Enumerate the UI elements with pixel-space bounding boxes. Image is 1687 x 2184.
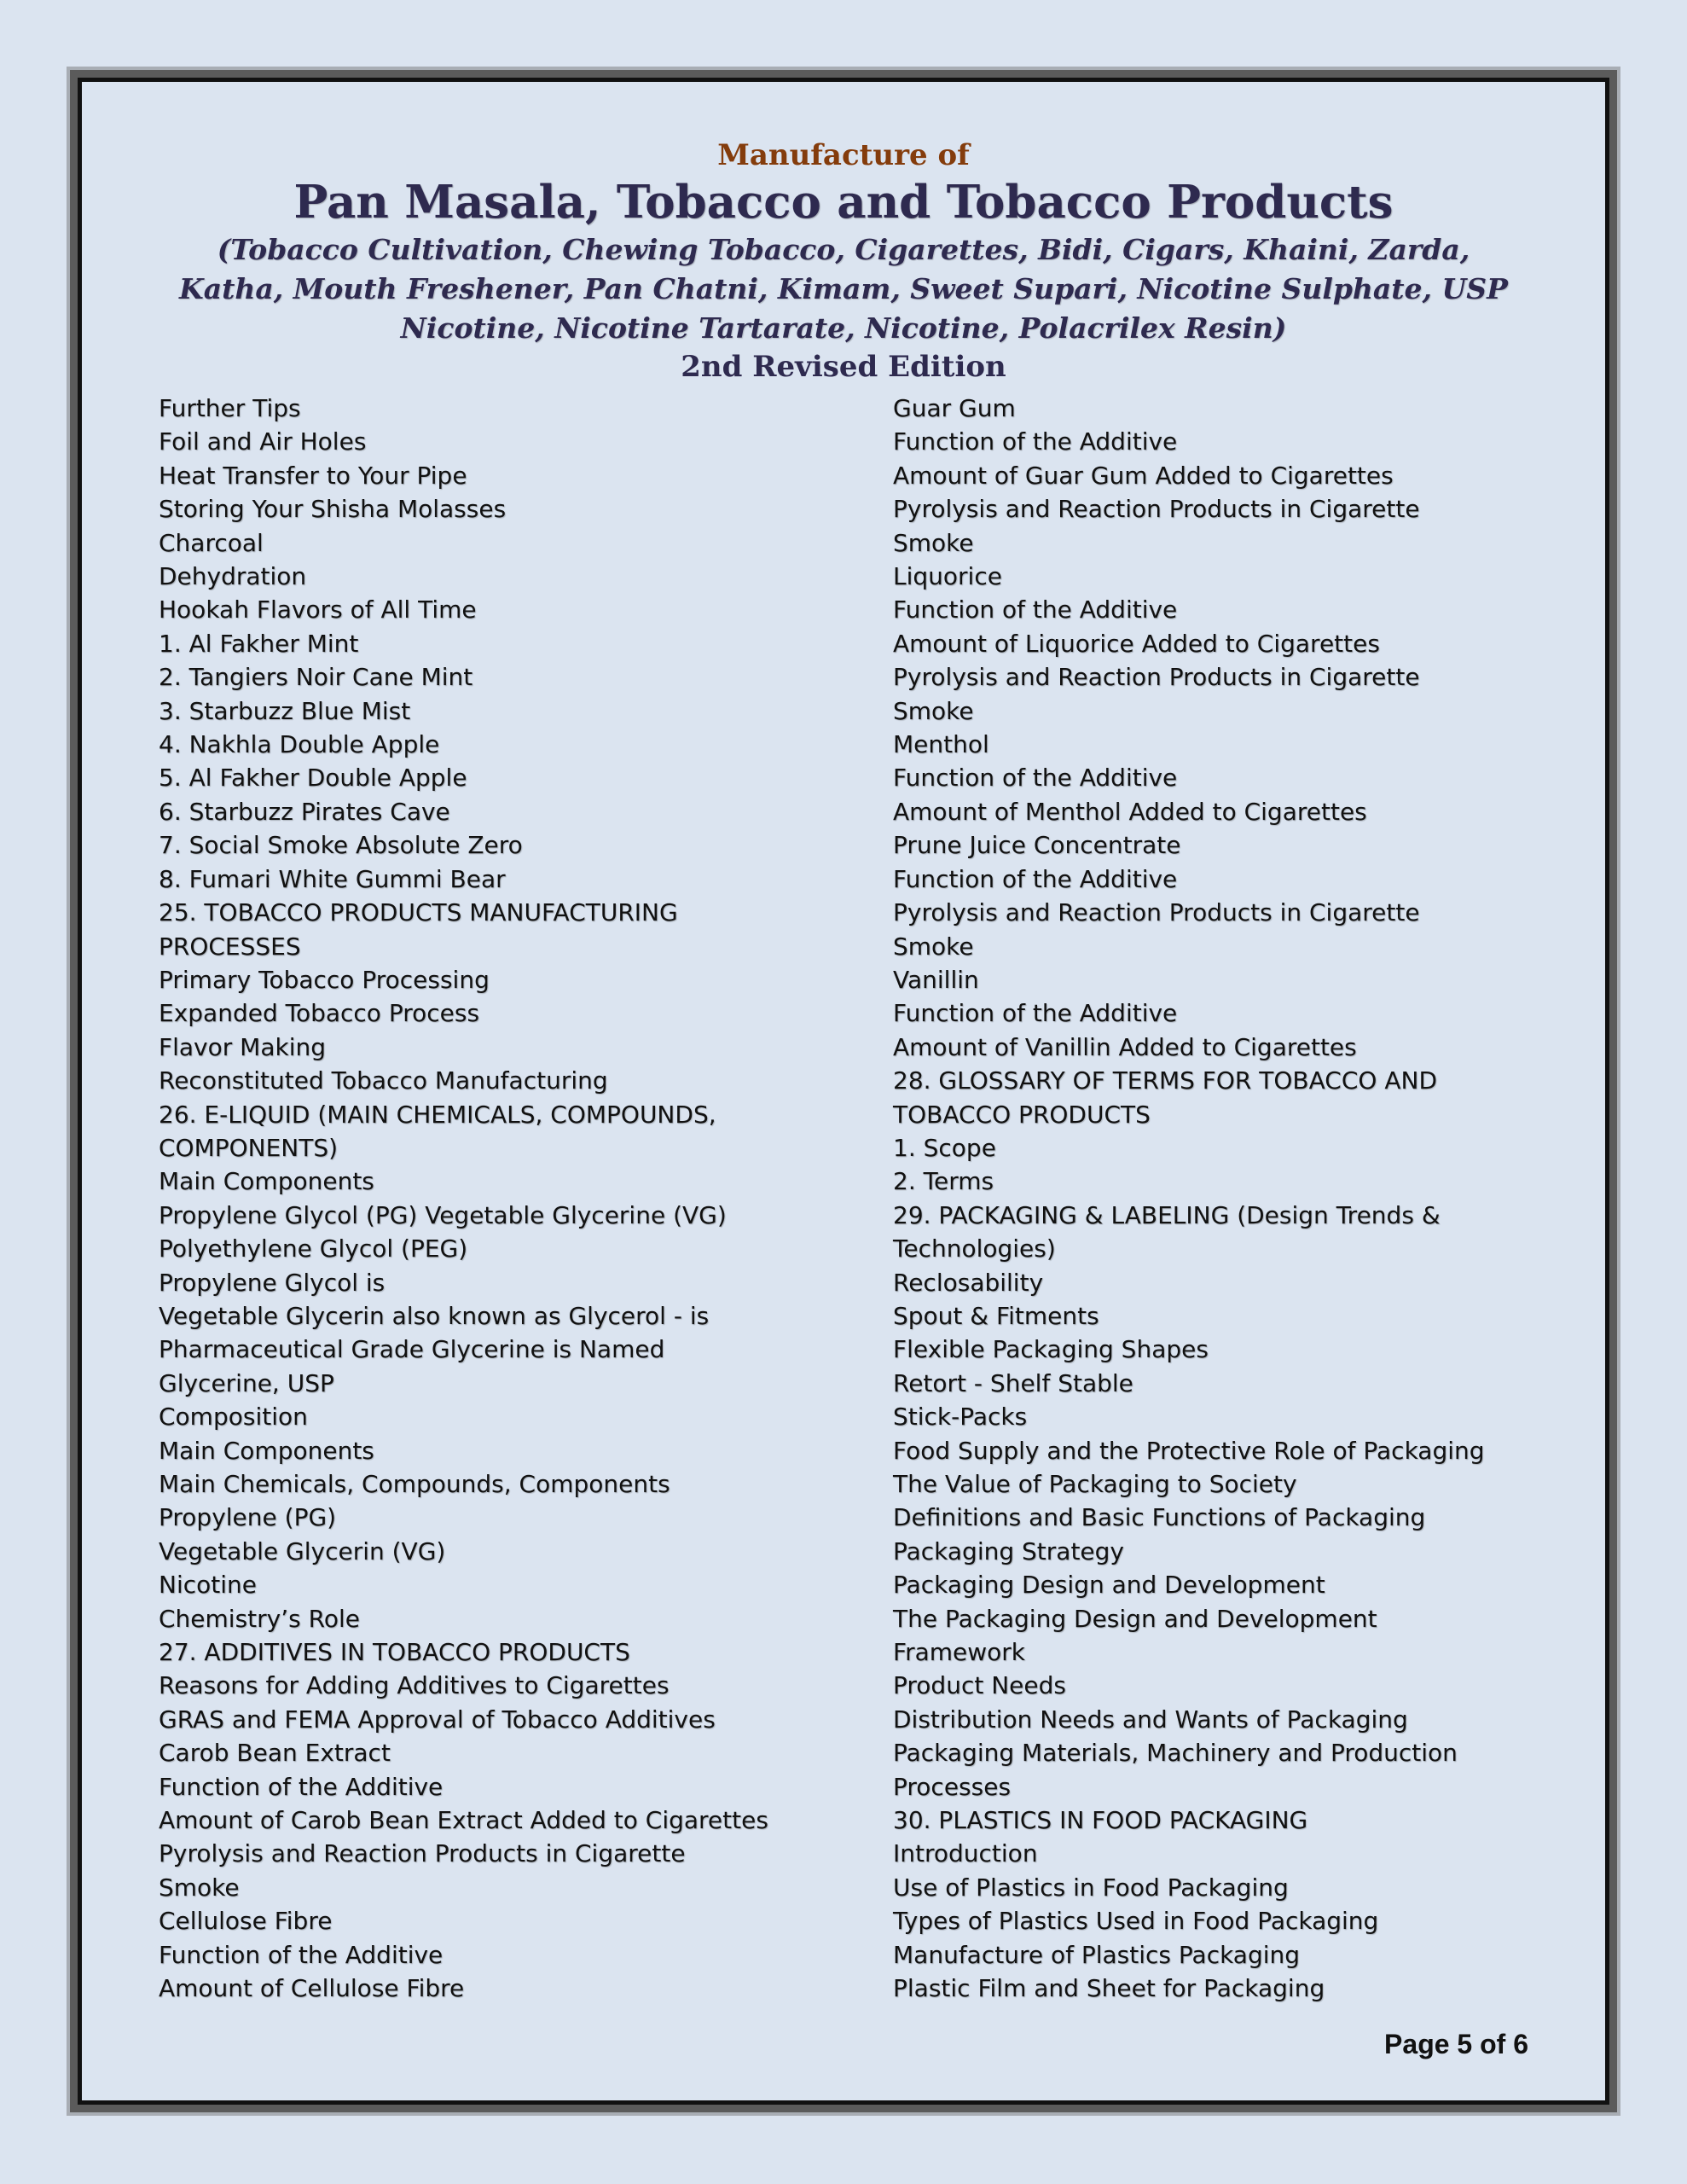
contents-entry: Storing Your Shisha Molasses <box>159 495 507 524</box>
contents-entry: 3. Starbuzz Blue Mist <box>159 696 411 725</box>
contents-entry: Flavor Making <box>159 1032 326 1061</box>
contents-entry: Types of Plastics Used in Food Packaging <box>893 1907 1379 1936</box>
contents-entry: Amount of Cellulose Fibre <box>159 1974 465 2003</box>
contents-entry: 27. ADDITIVES IN TOBACCO PRODUCTS <box>159 1638 630 1667</box>
contents-entry: Nicotine <box>159 1571 257 1600</box>
contents-entry: Cellulose Fibre <box>159 1907 333 1936</box>
contents-entry: Foil and Air Holes <box>159 427 367 456</box>
contents-entry: 6. Starbuzz Pirates Cave <box>159 797 450 826</box>
contents-entry: Hookah Flavors of All Time <box>159 595 477 624</box>
page-number: Page 5 of 6 <box>1384 2029 1528 2059</box>
contents-entry: Pyrolysis and Reaction Products in Cigarette <box>893 898 1420 927</box>
document-header <box>82 136 1605 386</box>
contents-entry: Amount of Guar Gum Added to Cigarettes <box>893 461 1394 490</box>
contents-entry: Heat Transfer to Your Pipe <box>159 461 467 490</box>
contents-entry: Guar Gum <box>893 394 1016 422</box>
contents-entry: Pyrolysis and Reaction Products in Cigarette <box>893 663 1420 692</box>
contents-entry: 30. PLASTICS IN FOOD PACKAGING <box>893 1806 1308 1835</box>
contents-entry: Framework <box>893 1638 1025 1667</box>
contents-entry: Manufacture of Plastics Packaging <box>893 1940 1301 1969</box>
contents-entry: Charcoal <box>159 528 264 557</box>
contents-entry: COMPONENTS) <box>159 1133 339 1162</box>
contents-entry: Dehydration <box>159 562 307 591</box>
contents-entry: The Value of Packaging to Society <box>893 1470 1297 1498</box>
contents-entry: Packaging Design and Development <box>893 1571 1325 1600</box>
contents-entry: Definitions and Basic Functions of Packaging <box>893 1503 1426 1532</box>
contents-entry: Amount of Vanillin Added to Cigarettes <box>893 1032 1357 1061</box>
contents-entry: Reasons for Adding Additives to Cigarettes <box>159 1671 670 1700</box>
contents-entry: Stick-Packs <box>893 1403 1028 1432</box>
contents-entry: Pyrolysis and Reaction Products in Cigarette <box>893 495 1420 524</box>
contents-entry: Plastic Film and Sheet for Packaging <box>893 1974 1325 2003</box>
contents-entry: Amount of Menthol Added to Cigarettes <box>893 797 1367 826</box>
contents-entry: Vegetable Glycerin also known as Glycerol - is <box>159 1301 710 1330</box>
contents-entry: Distribution Needs and Wants of Packaging <box>893 1705 1408 1734</box>
contents-entry: Product Needs <box>893 1671 1066 1700</box>
contents-entry: Vegetable Glycerin (VG) <box>159 1536 446 1565</box>
contents-entry: Function of the Additive <box>159 1772 443 1801</box>
contents-entry: Flexible Packaging Shapes <box>893 1335 1209 1364</box>
contents-entry: Reclosability <box>893 1268 1044 1297</box>
contents-entry: Packaging Materials, Machinery and Production <box>893 1739 1458 1768</box>
contents-entry: Function of the Additive <box>893 595 1178 624</box>
contents-entry: Further Tips <box>159 394 301 422</box>
contents-entry: Food Supply and the Protective Role of Packaging <box>893 1436 1485 1465</box>
contents-entry: Vanillin <box>893 965 979 994</box>
contents-entry: 5. Al Fakher Double Apple <box>159 764 467 793</box>
contents-entry: Propylene (PG) <box>159 1503 337 1532</box>
edition-label: 2nd Revised Edition <box>681 350 1006 384</box>
contents-entry: Main Components <box>159 1167 374 1196</box>
contents-entry: Polyethylene Glycol (PEG) <box>159 1234 468 1263</box>
contents-entry: Composition <box>159 1403 308 1432</box>
contents-entry: 2. Terms <box>893 1167 994 1196</box>
contents-entry: Primary Tobacco Processing <box>159 965 490 994</box>
contents-entry: Propylene Glycol (PG) Vegetable Glycerine (VG) <box>159 1200 727 1229</box>
contents-entry: Function of the Additive <box>893 864 1178 893</box>
pretitle: Manufacture of <box>717 138 970 172</box>
contents-entry: Amount of Carob Bean Extract Added to Cigarettes <box>159 1806 768 1835</box>
contents-entry: 25. TOBACCO PRODUCTS MANUFACTURING <box>159 898 678 927</box>
contents-entry: Liquorice <box>893 562 1002 591</box>
contents-entry: Function of the Additive <box>893 764 1178 793</box>
contents-entry: Carob Bean Extract <box>159 1739 391 1768</box>
contents-entry: Glycerine, USP <box>159 1368 334 1397</box>
contents-entry: TOBACCO PRODUCTS <box>893 1100 1151 1129</box>
contents-entry: 8. Fumari White Gummi Bear <box>159 864 506 893</box>
contents-entry: Pharmaceutical Grade Glycerine is Named <box>159 1335 665 1364</box>
contents-entry: Introduction <box>893 1839 1038 1868</box>
contents-entry: 1. Al Fakher Mint <box>159 629 359 658</box>
contents-entry: Menthol <box>893 730 989 759</box>
contents-entry: Prune Juice Concentrate <box>893 831 1181 860</box>
contents-entry: Expanded Tobacco Process <box>159 999 480 1028</box>
contents-entry: 1. Scope <box>893 1133 996 1162</box>
contents-entry: 2. Tangiers Noir Cane Mint <box>159 663 473 692</box>
document-subtitle: (Tobacco Cultivation, Chewing Tobacco, Cigarettes, Bidi, Cigars, Khaini, Zarda, Katha, Mouth Freshener, Pan Chatni, Kimam, Sweet Supari, Nicotine Sulphate, USP Nicotine, Nicotine Tartarate, Nicotine, Polacrilex Resin) <box>179 233 1508 345</box>
contents-entry: Function of the Additive <box>893 427 1178 456</box>
contents-entry: Smoke <box>893 932 974 961</box>
contents-entry: Processes <box>893 1772 1012 1801</box>
contents-entry: Function of the Additive <box>159 1940 443 1969</box>
contents-entry: Function of the Additive <box>893 999 1178 1028</box>
contents-entry: PROCESSES <box>159 932 301 961</box>
contents-entry: 4. Nakhla Double Apple <box>159 730 440 759</box>
contents-entry: Smoke <box>159 1873 240 1902</box>
contents-entry: Packaging Strategy <box>893 1536 1125 1565</box>
contents-entry: Pyrolysis and Reaction Products in Cigarette <box>159 1839 686 1868</box>
contents-entry: GRAS and FEMA Approval of Tobacco Additives <box>159 1705 716 1734</box>
contents-entry: 7. Social Smoke Absolute Zero <box>159 831 523 860</box>
contents-entry: Spout & Fitments <box>893 1301 1099 1330</box>
contents-entry: Use of Plastics in Food Packaging <box>893 1873 1289 1902</box>
contents-entry: 28. GLOSSARY OF TERMS FOR TOBACCO AND <box>893 1066 1437 1095</box>
contents-entry: Smoke <box>893 528 974 557</box>
document-title: Pan Masala, Tobacco and Tobacco Products <box>293 176 1394 229</box>
contents-left-column <box>159 392 858 2006</box>
contents-entry: Main Components <box>159 1436 374 1465</box>
contents-entry: Propylene Glycol is <box>159 1268 386 1297</box>
contents-entry: Smoke <box>893 696 974 725</box>
contents-entry: Amount of Liquorice Added to Cigarettes <box>893 629 1380 658</box>
contents-entry: Reconstituted Tobacco Manufacturing <box>159 1066 608 1095</box>
contents-entry: 29. PACKAGING & LABELING (Design Trends & <box>893 1200 1441 1229</box>
contents-entry: Main Chemicals, Compounds, Components <box>159 1470 670 1498</box>
contents-entry: Retort - Shelf Stable <box>893 1368 1133 1397</box>
contents-entry: 26. E-LIQUID (MAIN CHEMICALS, COMPOUNDS, <box>159 1100 716 1129</box>
contents-right-column <box>893 392 1575 2006</box>
contents-entry: Chemistry’s Role <box>159 1604 360 1633</box>
contents-entry: The Packaging Design and Development <box>893 1604 1377 1633</box>
contents-entry: Technologies) <box>893 1234 1056 1263</box>
